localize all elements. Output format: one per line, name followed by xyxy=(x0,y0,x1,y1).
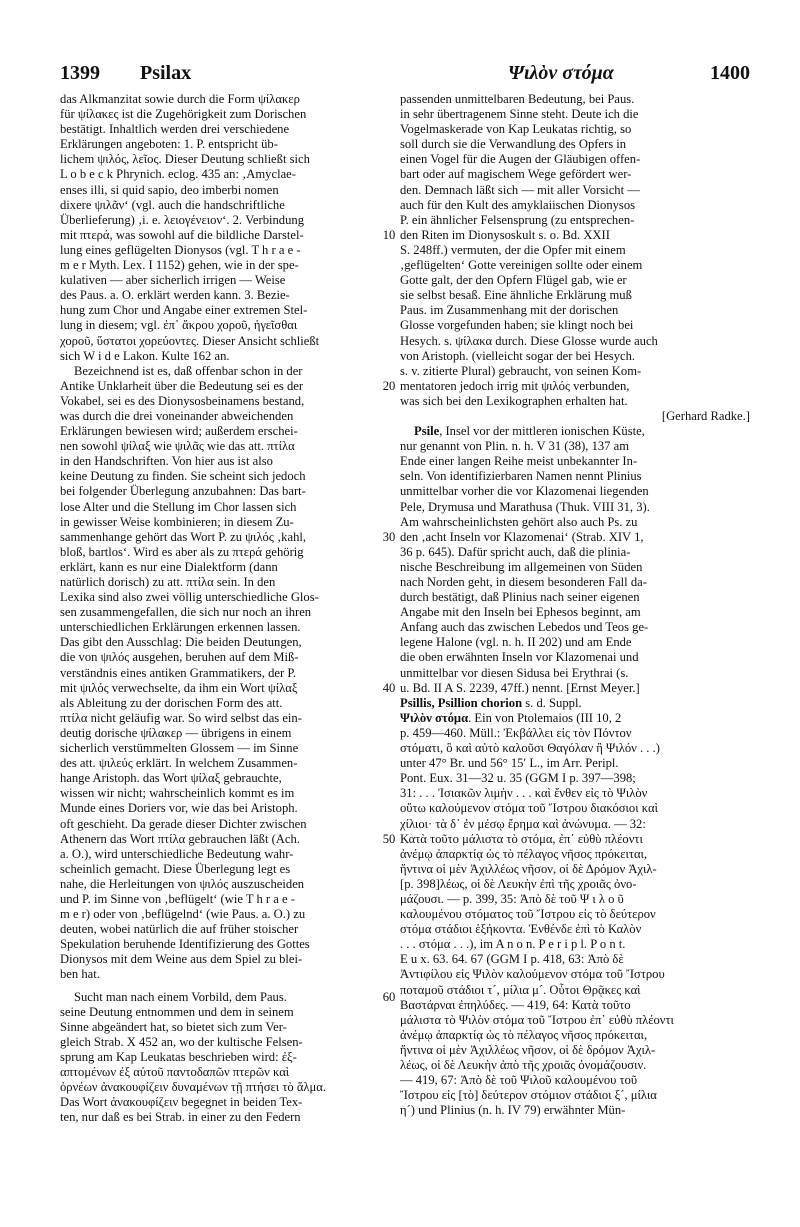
text-line: kulativen — aber sicherlich irrigen — Weise xyxy=(60,273,286,288)
text-line: η´) und Plinius (n. h. IV 79) erwähnter Mün- xyxy=(400,1103,626,1118)
text-line: des Paus. a. O. erklärt werden kann. 3. Bezie- xyxy=(60,288,290,303)
text-line: m e r Myth. Lex. I 1152) gehen, wie in der spe- xyxy=(60,258,299,273)
text-line: oft geschieht. Da gerade dieser Dichter zwischen xyxy=(60,816,307,831)
text-line: ben hat. xyxy=(60,967,100,982)
text-line: E u x. 63. 64. 67 (GGM I p. 418, 63: Ἀπὸ δὲ xyxy=(400,952,624,967)
text-line: unter 47° Br. und 56° 15′ L., im Arr. Peripl. xyxy=(400,756,619,771)
text-line: Vogelmaskerade von Kap Leukatas richtig, so xyxy=(400,122,632,137)
text-line: [Gerhard Radke.] xyxy=(661,408,750,423)
text-line: Κατὰ τοῦτο μάλιστα τὸ στόμα, ἐπ᾽ εὐθὺ πλέοντι xyxy=(400,831,643,846)
paragraph-gap xyxy=(60,983,410,990)
text-line: L o b e c k Phrynich. eclog. 435 an: ‚Amyclae- xyxy=(60,167,296,182)
text-line: Ende einer langen Reihe meist unbekannter In- xyxy=(400,454,638,469)
text-line: Psile, Insel vor der mittleren ionischen Küste, xyxy=(414,424,645,439)
text-line: durch bestätigt, daß Plinius nach seiner eigenen xyxy=(400,590,640,605)
text-line: einen Vogel für die Augen der Gläubigen offen- xyxy=(400,152,641,167)
text-line: Gotte galt, der den Opfern Flügel gab, wie er xyxy=(400,273,627,288)
text-line: unmittelbar vorher die vor Klazomenai liegenden xyxy=(400,484,649,499)
text-line: 36 p. 645). Dafür spricht auch, daß die plinia- xyxy=(400,544,631,559)
text-line: ἀνέμῳ ἀπαρκτίᾳ ὡς τὸ πέλαγος νῆσος πρόκειται, xyxy=(400,1027,648,1042)
text-line: Am wahrscheinlichsten gehört also auch Ps. zu xyxy=(400,514,638,529)
text-line: bei folgender Überlegung anzubahnen: Das bart- xyxy=(60,484,306,499)
text-line: Pont. Eux. 31—32 u. 35 (GGM I p. 397—398; xyxy=(400,771,636,786)
text-line: Erklärungen bewiesen wird; außerdem erschei- xyxy=(60,424,298,439)
text-line: λέως, οἱ δὲ Λευκὴν ἀπὸ τῆς χροιᾶς ὀνομάζουσιν. xyxy=(400,1058,647,1072)
text-line: bart oder auf magischem Wege gefördert wer- xyxy=(400,167,632,182)
text-line: die von ψιλός ausgehen, beruhen auf dem Miß- xyxy=(60,650,299,665)
text-line: was sich bei den Lexikographen erhalten hat. xyxy=(400,393,628,408)
text-line: Pele, Drymusa und Marathusa (Thuk. VIII 31, 3). xyxy=(400,499,650,514)
text-line: nahe, die Herleitungen von ψιλός auszuscheiden xyxy=(60,876,305,891)
text-line: deutig dorische ψίλακερ — übrigens in einem xyxy=(60,725,292,740)
text-line: Βαστάρναι ἐπηλύδες. — 419, 64: Κατὰ τοῦτο xyxy=(400,997,631,1012)
text-line: 31: . . . Ἰσιακῶν λιμὴν . . . καὶ ἔνθεν εἰς τὸ Ψιλὸν xyxy=(400,786,648,801)
text-line: Glosse vorgefunden haben; sie klingt noch bei xyxy=(400,318,634,333)
text-line: s. v. zitierte Plural) gebraucht, von seinen Kom- xyxy=(400,363,642,378)
text-line: hung zum Chor und Angabe einer extremen Stel- xyxy=(60,303,308,318)
running-title-right: Ψιλὸν στόμα xyxy=(508,62,614,84)
text-line: nur genannt von Plin. n. h. V 31 (38), 137 am xyxy=(400,439,630,454)
page-number-left: 1399 xyxy=(60,62,100,84)
text-line: p. 459—460. Müll.: Ἐκβάλλει εἰς τὸν Πόντον xyxy=(400,725,632,740)
text-line: seln. Von identifizierbaren Namen nennt Plinius xyxy=(400,469,642,484)
text-line: Sinne abgeändert hat, so bietet sich zum Ver- xyxy=(60,1019,287,1034)
text-line: legene Halone (vgl. n. h. II 202) und am Ende xyxy=(400,635,632,650)
text-line: sicherlich verstümmelten Glossem — im Sinne xyxy=(60,741,299,756)
text-line: Das gibt den Ausschlag: Die beiden Deutungen, xyxy=(60,635,302,650)
text-line: lichem ψιλός, λεῖος. Dieser Deutung schließt sich xyxy=(60,152,310,167)
running-title-left: Psilax xyxy=(140,62,192,84)
text-line: erklärt, kann es nur eine Dialektform (dann xyxy=(60,559,278,574)
text-line: Paus. im Zusammenhang mit der dorischen xyxy=(400,303,619,318)
text-line: — 419, 67: Ἀπὸ δὲ τοῦ Ψιλοῦ καλουμένου τοῦ xyxy=(400,1073,638,1088)
text-line: dixere ψιλᾶν‘ (vgl. auch die handschriftliche xyxy=(60,197,285,212)
text-line: seine Deutung entnommen und dem in seinem xyxy=(60,1004,294,1019)
text-line: στόμα στάδιοι ἑξήκοντα. Ἐνθένδε ἐπὶ τὸ Καλὸν xyxy=(400,922,642,937)
text-line: Munde eines Doriers vor, wie das bei Aristoph. xyxy=(60,801,298,816)
text-line: Ἴστρου εἰς [τὸ] δεύτερον στόμιον στάδιοι ξ´, μίλια xyxy=(400,1088,657,1103)
text-line: καλουμένου στόματος τοῦ Ἴστρου εἰς τὸ δεύτερον xyxy=(400,907,656,922)
text-line: Ψιλὸν στόμα. Ein von Ptolemaios (III 10, 2 xyxy=(400,710,622,725)
line-number: 50 xyxy=(382,831,396,846)
line-number: 30 xyxy=(382,529,396,544)
text-line: απτομένων ἐξ αὐτοῦ παντοδαπῶν πτερῶν καὶ xyxy=(60,1065,290,1079)
text-line: des att. ψιλεύς erklärt. In welchem Zusammen- xyxy=(60,756,298,771)
text-line: Psillis, Psillion chorion s. d. Suppl. xyxy=(400,695,582,710)
text-line: unmittelbar vor diesen Sidusa bei Erythrai (s. xyxy=(400,665,629,680)
text-line: ὀρνέων ἀνακουφίζειν δυναμένων τῇ πτήσει τὸ ἅλμα. xyxy=(60,1080,327,1095)
text-line: sprung am Kap Leukatas beschrieben wird: ἐξ- xyxy=(60,1049,297,1064)
text-line: lung eines geflügelten Dionysos (vgl. T h r a e - xyxy=(60,242,301,257)
text-line: Hesych. s. ψίλακα durch. Diese Glosse wurde auch xyxy=(400,333,658,348)
text-line: Überlieferung) ‚i. e. λειογένειον‘. 2. Verbindung xyxy=(60,212,304,227)
text-line: in sehr übertragenem Sinne steht. Deute ich die xyxy=(400,107,639,122)
text-line: verständnis eines antiken Grammatikers, der P. xyxy=(60,665,297,680)
text-line: S. 248ff.) vermuten, der die Opfer mit einem xyxy=(400,242,626,257)
text-line: was durch die drei voneinander abweichenden xyxy=(60,408,294,423)
text-line: für ψίλακες ist die Zugehörigkeit zum Dorischen xyxy=(60,107,307,122)
text-line: die oben erwähnten Inseln vor Klazomenai und xyxy=(400,650,639,665)
text-line: Athenern das Wort πτίλα gebrauchen läßt (Ach. xyxy=(60,831,300,846)
text-line: sich W i d e Lakon. Kulte 162 an. xyxy=(60,348,230,363)
text-line: Spekulation beruhende Identifizierung des Gottes xyxy=(60,937,310,952)
text-line: natürlich dorisch) zu att. πτίλα sein. In den xyxy=(60,575,276,589)
text-line: unterschiedlichen Erklärungen erkennen lassen. xyxy=(60,620,301,635)
line-number: 60 xyxy=(382,989,396,1004)
text-line: πτίλα nicht geläufig war. So wird selbst das ein- xyxy=(60,710,302,725)
text-line: hange Aristoph. das Wort ψίλαξ gebrauchte, xyxy=(60,771,282,786)
text-line: bestätigt. Inhaltlich werden drei verschiedene xyxy=(60,122,290,137)
text-line: scheinlich gemacht. Diese Überlegung legt es xyxy=(60,861,291,876)
text-line: mit ψιλός verwechselte, da ihm ein Wort ψίλαξ xyxy=(60,680,298,695)
text-line: . . . στόμα . . .), im A n o n. P e r i p l. P o n t. xyxy=(400,937,626,952)
text-line: m e r) oder von ‚beflügelnd‘ (wie Paus. a. O.) zu xyxy=(60,907,306,922)
text-line: μάζουσι. — p. 399, 35: Ἀπὸ δὲ τοῦ Ψ ι λ ο ῦ xyxy=(400,891,624,906)
text-line: Vokabel, sei es des Dionysosbeinamens bestand, xyxy=(60,393,305,408)
text-line: lung in diesem; vgl. ἐπ᾽ ἄκρου χοροῦ, ἡγεῖσθαι xyxy=(60,318,298,333)
text-line: Antike Unklarheit über die Bedeutung sei es der xyxy=(60,378,304,393)
text-line: Ἀντιφίλου εἰς Ψιλὸν καλούμενον στόμα τοῦ Ἴστρου xyxy=(400,967,665,982)
text-line: Angabe mit den Inseln bei Ephesos beginnt, am xyxy=(400,605,641,620)
text-line: deuten, wobei natürlich die auf früher stoischer xyxy=(60,922,299,937)
text-line: sammenhange gehört das Wort P. zu ψιλός ‚kahl, xyxy=(60,529,307,544)
text-line: ἥντινα οἱ μὲν Ἀχιλλέως νῆσον, οἱ δὲ Δρόμον Ἀχιλ- xyxy=(400,861,657,876)
text-line: den Riten im Dionysoskult s. o. Bd. XXII xyxy=(400,227,610,242)
text-line: P. ein ähnlicher Felsensprung (zu entsprechen- xyxy=(400,212,635,227)
text-line: ἀνέμῳ ἀπαρκτίᾳ ὡς τὸ πέλαγος νῆσος πρόκειται, xyxy=(400,846,648,861)
text-line: mentatoren jedoch irrig mit ψιλός verbunden, xyxy=(400,378,630,393)
text-line: χοροῦ, ὕστατοι χορεύοντες. Dieser Ansicht schließt xyxy=(60,333,320,348)
text-line: στόματι, ὃ καὶ αὐτὸ καλοῦσι Θαγόλαν ἢ Ψιλόν . . .) xyxy=(400,741,660,756)
line-number: 40 xyxy=(382,680,396,695)
text-line: auch für den Kult des amyklaiischen Dionysos xyxy=(400,197,636,212)
text-line: οὕτω καλούμενον στόμα τοῦ Ἴστρου διακόσιοι καὶ xyxy=(400,801,658,816)
text-line: nen sowohl ψίλαξ wie ψιλᾶς wie das att. πτίλα xyxy=(60,439,295,454)
text-column-left xyxy=(60,92,410,1202)
text-column-right xyxy=(400,92,750,1202)
text-line: ten, nur daß es bei Strab. in einer zu den Federn xyxy=(60,1110,301,1125)
text-line: keine Deutung zu finden. Sie scheint sich jedoch xyxy=(60,469,306,484)
text-line: [p. 398]λέως, οἱ δὲ Λευκὴν ἐπὶ τῆς χροιᾶς ὀνο- xyxy=(400,876,637,891)
text-line: passenden unmittelbaren Bedeutung, bei Paus. xyxy=(400,92,635,106)
text-line: sen zusammengefallen, die sich nur noch an ihren xyxy=(60,605,312,620)
text-line: enses illi, si quid sapio, deo imberbi nomen xyxy=(60,182,279,197)
line-number: 20 xyxy=(382,378,396,393)
text-line: Lexika sind also zwei völlig unterschiedliche Glos- xyxy=(60,590,319,605)
text-line: Sucht man nach einem Vorbild, dem Paus. xyxy=(74,989,287,1004)
text-line: soll durch sie die Verwandlung des Opfers in xyxy=(400,137,627,152)
text-line: nach Norden geht, in diesem besonderen Fall da- xyxy=(400,575,647,589)
text-line: in den Handschriften. Von hier aus ist also xyxy=(60,454,273,469)
text-line: als Ableitung zu der dorischen Form des att. xyxy=(60,695,283,710)
text-line: von Aristoph. (vielleicht sogar der bei Hesych. xyxy=(400,348,636,363)
text-line: Anfang auch das zwischen Lebedos und Teos ge- xyxy=(400,620,649,635)
text-line: gleich Strab. X 452 an, wo der kultische Felsen- xyxy=(60,1034,303,1049)
page-number-right: 1400 xyxy=(710,62,750,84)
text-line: Das Wort ἀνακουφίζειν begegnet in beiden Tex- xyxy=(60,1095,303,1110)
text-line: das Alkmanzitat sowie durch die Form ψίλακερ xyxy=(60,92,300,106)
text-line: bloß, bartlos‘. Wird es aber als zu πτερά gehörig xyxy=(60,544,304,559)
text-line: Erklärungen angeboten: 1. P. entspricht üb- xyxy=(60,137,278,152)
text-line: und P. im Sinne von ‚beflügelt‘ (wie T h r a e - xyxy=(60,891,295,906)
text-line: nische Beschreibung im allgemeinen von Süden xyxy=(400,559,643,574)
page-header xyxy=(60,62,750,90)
text-line: in gewisser Weise kombinieren; in diesem Zu- xyxy=(60,514,294,529)
text-line: sie selbst besaß. Eine ähnliche Erklärung muß xyxy=(400,288,632,303)
text-line: ‚geflügelten‘ Gotte vereinigen sollte oder einem xyxy=(400,258,643,273)
text-line: a. O.), wird unterschiedliche Bedeutung wahr- xyxy=(60,846,294,861)
text-line: χίλιοι· τὰ δ᾽ ἐν μέσῳ ἔρημα καὶ ἀνώνυμα. — 32: xyxy=(400,816,646,831)
text-line: Bezeichnend ist es, daß offenbar schon in der xyxy=(74,363,303,378)
text-line: u. Bd. II A S. 2239, 47ff.) nennt. [Ernst Meyer.] xyxy=(400,680,640,695)
text-line: μάλιστα τὸ Ψιλὸν στόμα τοῦ Ἴστρου ἐπ᾽ εὐθὺ πλέοντι xyxy=(400,1012,674,1027)
text-line: den. Demnach läßt sich — mit aller Vorsicht — xyxy=(400,182,640,197)
text-line: ἥντινα οἱ μὲν Ἀχιλλέως νῆσον, οἱ δὲ δρόμον Ἀχιλ- xyxy=(400,1042,656,1057)
text-line: den ‚acht Inseln vor Klazomenai‘ (Strab. XIV 1, xyxy=(400,529,644,544)
text-line: mit πτερά, was sowohl auf die bildliche Darstel- xyxy=(60,227,304,242)
text-line: lose Alter und die Stellung im Chor lassen sich xyxy=(60,499,297,514)
text-line: ποταμοῦ στάδιοι τ´, μίλια μ´. Οὗτοι Θρᾷκες καὶ xyxy=(400,982,641,997)
text-line: Dionysos mit dem Weine aus dem Spiel zu blei- xyxy=(60,952,303,967)
text-line: wissen wir nicht; wahrscheinlich kommt es im xyxy=(60,786,295,801)
line-number: 10 xyxy=(382,227,396,242)
